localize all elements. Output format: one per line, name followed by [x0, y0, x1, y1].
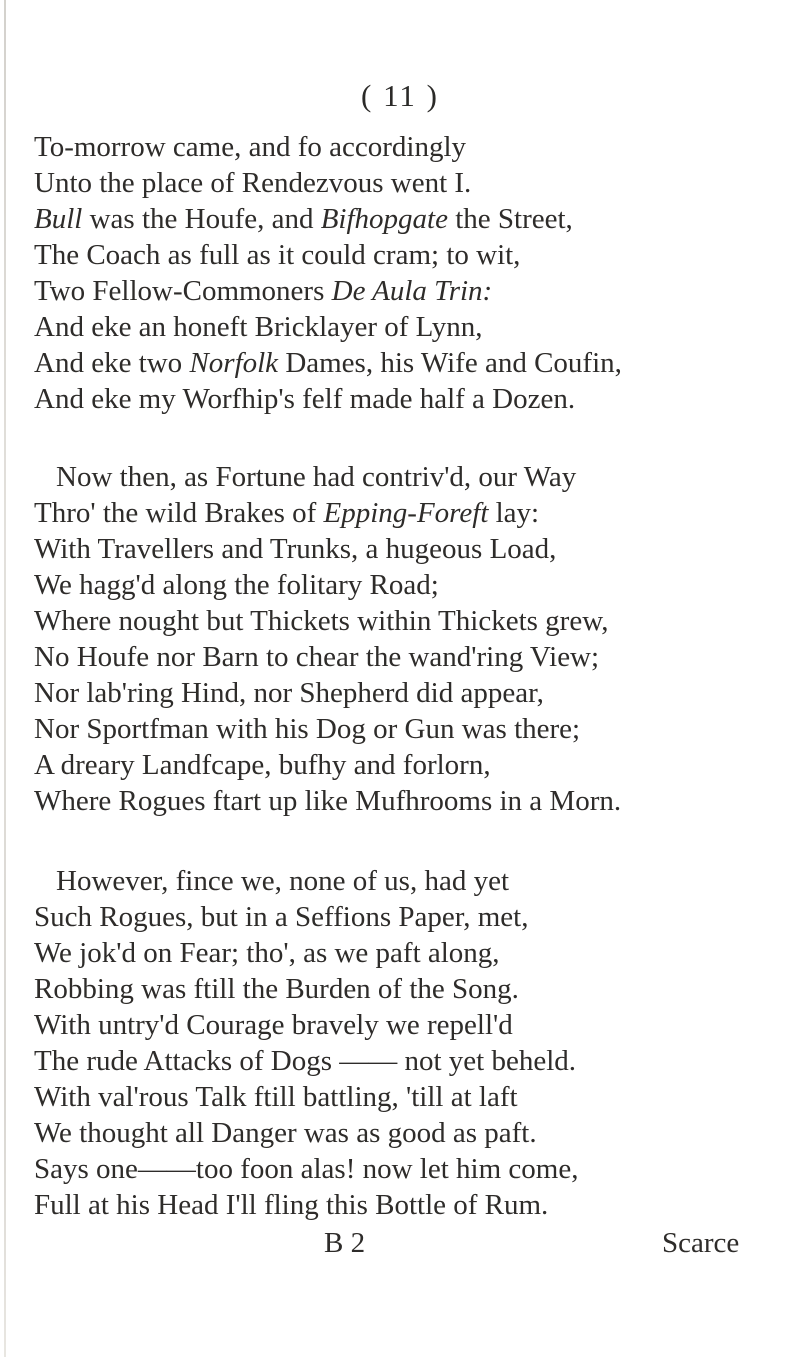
verse-line: We jok'd on Fear; tho', as we paft along,: [34, 937, 500, 969]
verse-line: With val'rous Talk ftill battling, 'till at laft: [34, 1081, 518, 1113]
verse-line: Where nought but Thickets within Thickets grew,: [34, 605, 609, 637]
verse-line: Where Rogues ftart up like Mufhrooms in a Morn.: [34, 785, 622, 817]
verse-line: And eke two Norfolk Dames, his Wife and Coufin,: [34, 347, 622, 379]
verse-line: Nor lab'ring Hind, nor Shepherd did appear,: [34, 677, 544, 709]
verse-line: A dreary Landfcape, bufhy and forlorn,: [34, 749, 491, 781]
verse-line: Unto the place of Rendezvous went I.: [34, 167, 472, 199]
verse-line: With untry'd Courage bravely we repell'd: [34, 1009, 513, 1041]
catchword: Scarce: [662, 1227, 740, 1259]
verse-line: The Coach as full as it could cram; to wit,: [34, 239, 521, 271]
verse-line: With Travellers and Trunks, a hugeous Load,: [34, 533, 557, 565]
verse-line: And eke an honeft Bricklayer of Lynn,: [34, 311, 483, 343]
verse-line: Nor Sportfman with his Dog or Gun was there;: [34, 713, 581, 745]
verse-line: Thro' the wild Brakes of Epping-Foreft lay:: [34, 497, 540, 529]
verse-line: And eke my Worfhip's felf made half a Dozen.: [34, 383, 576, 415]
verse-line: The rude Attacks of Dogs —— not yet beheld.: [34, 1045, 577, 1077]
verse-line: Such Rogues, but in a Seffions Paper, met,: [34, 901, 529, 933]
verse-line: Robbing was ftill the Burden of the Song.: [34, 973, 519, 1005]
verse-line: Full at his Head I'll fling this Bottle of Rum.: [34, 1189, 549, 1221]
verse-line: No Houfe nor Barn to chear the wand'ring View;: [34, 641, 600, 673]
signature-mark: B 2: [324, 1227, 366, 1259]
verse-line: To-morrow came, and fo accordingly: [34, 131, 466, 163]
verse-line: However, fince we, none of us, had yet: [56, 865, 510, 897]
verse-line: Says one——too foon alas! now let him come,: [34, 1153, 579, 1185]
verse-line: We hagg'd along the folitary Road;: [34, 569, 439, 601]
verse-line: Now then, as Fortune had contriv'd, our Way: [56, 461, 577, 493]
verse-line: We thought all Danger was as good as paft.: [34, 1117, 537, 1149]
page-number: ( 11 ): [361, 78, 439, 113]
binding-edge: [4, 0, 6, 1357]
verse-line: Bull was the Houfe, and Bifhopgate the Street,: [34, 203, 573, 235]
verse-line: Two Fellow-Commoners De Aula Trin:: [34, 275, 493, 307]
